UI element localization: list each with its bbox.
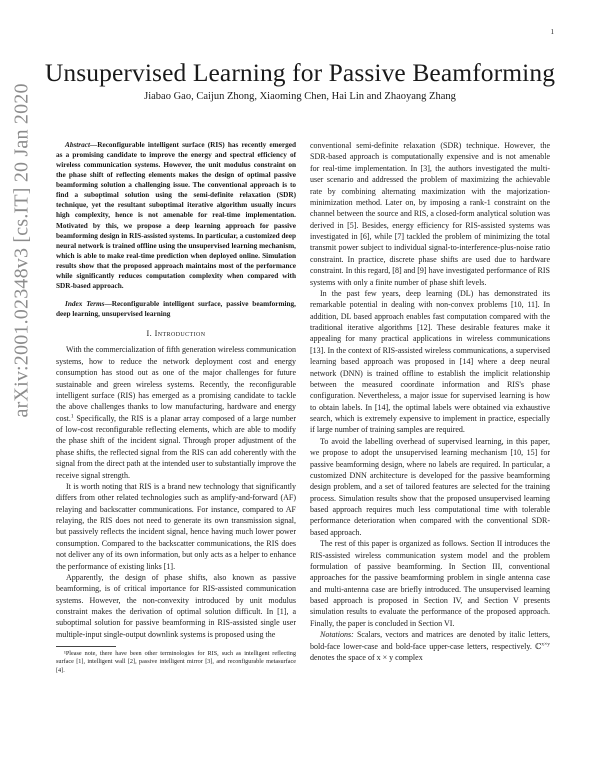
section-heading-introduction: I. Introduction <box>146 329 206 339</box>
page-number: 1 <box>550 28 554 36</box>
arxiv-identifier: arXiv:2001.02348v3 [cs.IT] 20 Jan 2020 <box>10 83 32 418</box>
right-column <box>310 140 550 663</box>
intro-paragraph-1: With the commercialization of fifth generation wireless communication systems, how to reduce the network deployment cost and energy consumption has stood out as one of the major challenges for future sustainable and green wireless systems. Recently, the reconfigurable intelligent surface (RIS) has emerged as a promising candidate to tackle the above challenges thanks to low manufacturing, hardware and energy cost.$^1$ Specifically, the RIS is a planar array composed of a large number of low-cost reconfigurable reflecting elements, which are able to modify the phase shift of the incident signal. Through proper adjustment of the phase shifts, the reflected signal from the RIS can add coherently with the signal from the direct path at the intended user to substantially improve the receive signal strength. <box>56 345 296 480</box>
footnote-divider <box>56 646 116 647</box>
abstract-text: —Reconfigurable intelligent surface (RIS) has recently emerged as a promising candidate to improve the energy and spectral efficiency of wireless communication systems. However, the unit modulus constraint on the phase shift of reflecting elements makes the design of optimal passive beamforming solution a challenging issue. The conventional approach is to find a suboptimal solution using the semi-definite relaxation (SDR) technique, yet the resultant suboptimal iterative algorithm usually incurs high complexity, hence is not amenable for real-time implementation. Motivated by this, we propose a deep learning approach for passive beamforming design in RIS-assisted systems. In particular, a customized deep neural network is trained offline using the unsupervised learning mechanism, which is able to make real-time prediction when deployed online. Simulation results show that the proposed approach maintains most of the performance while significantly reduces computation complexity when compared with SDR-based approach. <box>56 141 296 290</box>
intro-paragraph-2: It is worth noting that RIS is a brand new technology that significantly differs from other related technologies such as amplify-and-forward (AF) relaying and backscatter communications. For instance, compared to AF relaying, the RIS does not need to generate its own transmission signal, but passively reflects the incident signal, hence having much lower power consumption. Compared to the backscatter communications, the RIS does not deliver any of its own information, but only acts as a helper to enhance the performance of existing links [1]. <box>56 481 296 571</box>
index-terms <box>56 299 296 319</box>
abstract-label: Abstract <box>65 141 90 149</box>
index-terms-label: Index Terms <box>65 299 105 308</box>
paper-authors: Jiabao Gao, Caijun Zhong, Xiaoming Chen, Hai Lin and Zhaoyang Zhang <box>144 91 456 102</box>
right-paragraph-2: In the past few years, deep learning (DL) has demonstrated its remarkable potential in dealing with non-convex problems [10, 11]. In addition, DL based approach enables fast computation compared with the traditional iterative algorithms [12]. These desirable features make it appealing for many practical applications in wireless communications [13]. In the context of RIS-assisted wireless communications, a supervised learning based approach was proposed in [14] where a deep neural network (DNN) is trained offline to establish the implicit relationship between the measured coordinate information and RIS's phase configuration. Nevertheless, a major issue for supervised learning is how to obtain labels. In [14], the optimal labels were obtained via exhaustive search, which is extremely expensive to implement in practice, especially if large number of training samples are required. <box>310 288 550 435</box>
right-paragraph-3: To avoid the labelling overhead of supervised learning, in this paper, we propose to adopt the unsupervised learning mechanism [10, 15] for passive beamforming design, where no labels are required. In particular, a customized DNN architecture is developed for the passive beamforming design problem, and a set of tailored features are selected for the training process. Simulation results show that the proposed unsupervised learning based approach requires much less computational time with tolerable performance deterioration when compared with the conventional SDR-based approach. <box>310 436 550 537</box>
footnote-marker: 1 <box>70 413 74 420</box>
abstract <box>56 140 296 291</box>
footnote: ¹Please note, there have been other terminologies for RIS, such as intelligent reflecting surface [1], intelligent wall [2], passive intelligent mirror [3], and reconfigurable metasurface [4]. <box>56 650 296 674</box>
paper-title: Unsupervised Learning for Passive Beamforming <box>44 58 556 87</box>
notations-label: Notations: <box>320 630 354 640</box>
notations-paragraph: Notations: Scalars, vectors and matrices are denoted by italic letters, bold-face lower-case and bold-face upper-case letters, respectively. ℂ$^{x\times y}$ denotes the space of x × y complex <box>310 630 550 662</box>
left-column <box>56 140 296 675</box>
index-terms-text: —Reconfigurable intelligent surface, passive beamforming, deep learning, unsupervised learning <box>56 299 296 318</box>
right-paragraph-1: conventional semi-definite relaxation (SDR) technique. However, the SDR-based approach is computationally expensive and is not amenable for real-time implementation. In [3], the authors investigated the multi-user scenario and addressed the problem of maximizing the achievable rate by combining alternating maximization with the majorization-minimization method. Later on, by imposing a rank-1 constraint on the channel between the source and RIS, a closed-form analytical solution was derived in [5]. Besides, energy efficiency for RIS-assisted systems was investigated in [6], while [7] tackled the problem of minimizing the total transmit power subject to individual signal-to-interference-plus-noise ratio constraint. In practice, discrete phase shifts are used due to hardware constraint. In this regard, [8] and [9] have investigated performance of RIS systems with only a finite number of phase shift levels. <box>310 141 550 287</box>
right-paragraph-4: The rest of this paper is organized as follows. Section II introduces the RIS-assisted wireless communication system model and the problem formulation of passive beamforming. In Section III, conventional approaches for the passive beamforming problem in single antenna case and multi-antenna case are briefly introduced. The unsupervised learning based approach is proposed in Section IV, and Section V presents simulation results to evaluate the performance of the proposed approach. Finally, the paper is concluded in Section VI. <box>310 539 550 628</box>
intro-paragraph-3: Apparently, the design of phase shifts, also known as passive beamforming, is of critical importance for RIS-assisted communication systems. However, the non-convexity introduced by unit modulus constraint makes the derivation of optimal solution difficult. In [1], a suboptimal solution for passive beamforming in RIS-assisted single user multiple-input single-output downlink systems is proposed using the <box>56 572 296 639</box>
